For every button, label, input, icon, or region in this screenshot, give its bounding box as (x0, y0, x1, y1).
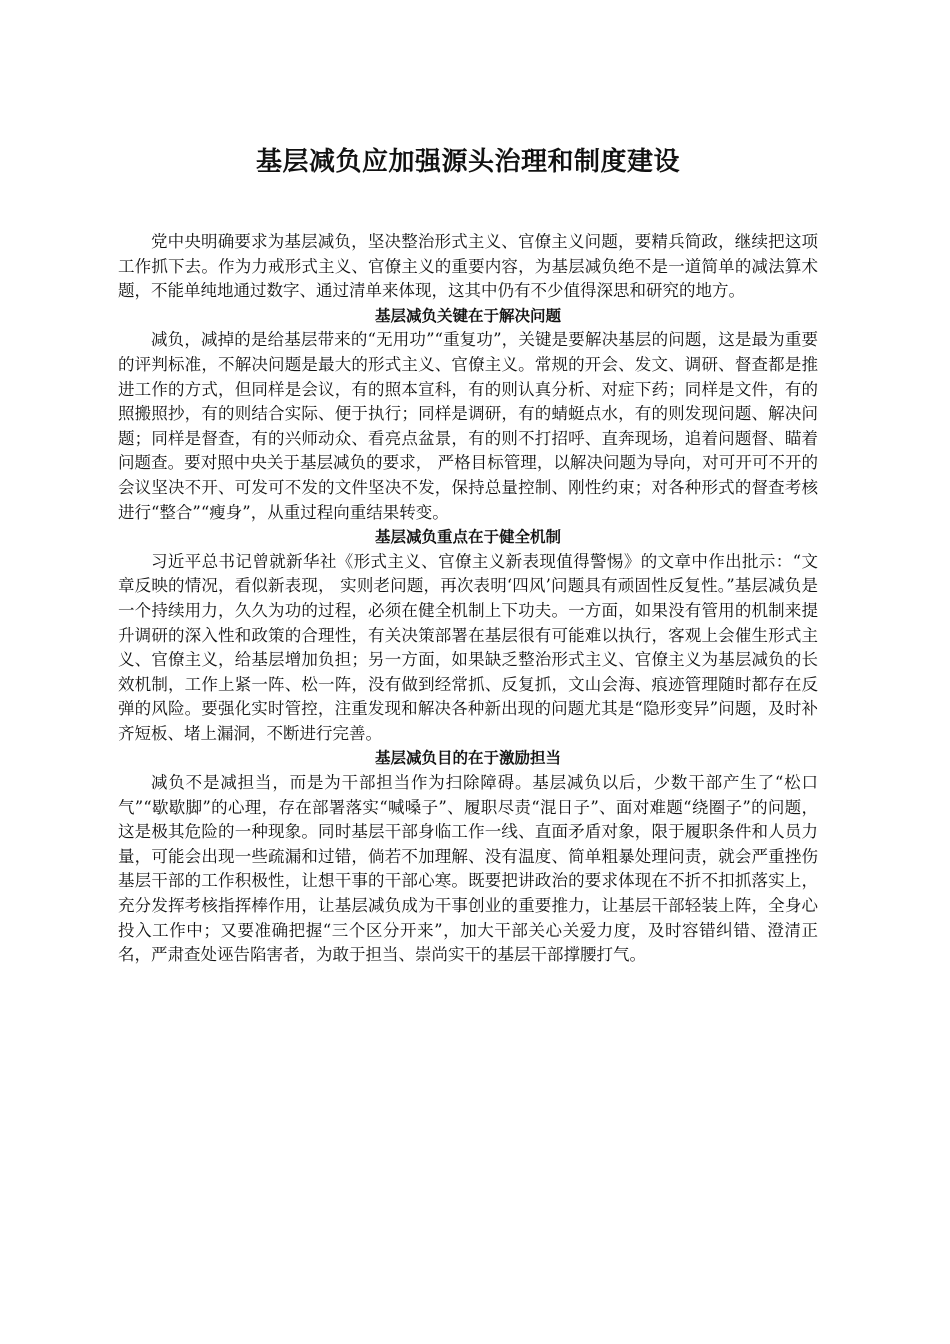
section-heading-problem-solving: 基层减负关键在于解决问题 (374, 306, 561, 325)
document-title: 基层减负应加强源头治理和制度建设 (255, 147, 680, 177)
section-body-responsibility: 减负不是减担当，而是为干部担当作为扫除障碍。基层减负以后，少数干部产生了“松口气”“歇歇脚”的心理，存在部署落实“喊嗓子”、履职尽责“混日子”、面对难题“绕圈子”的问题，这是极其危险的一种现象。同时基层干部身临工作一线、直面矛盾对象，限于履职条件和人员力量，可能会出现一些疏漏和过错，倘若不加理解、没有温度、简单粗暴处理问责，就会严重挫伤基层干部的工作积极性，让想干事的干部心寒。既要把讲政治的要求体现在不折不扣抓落实上，充分发挥考核指挥棒作用，让基层减负成为干事创业的重要推力，让基层干部轻装上阵，全身心投入工作中；又要准确把握“三个区分开来”，加大干部关心关爱力度，及时容错纠错、澄清正名，严肃查处诬告陷害者，为敢于担当、崇尚实干的基层干部撑腰打气。 (118, 773, 818, 965)
document-page (118, 140, 818, 968)
section-heading-mechanism: 基层减负重点在于健全机制 (374, 528, 561, 547)
intro-paragraph: 党中央明确要求为基层减负，坚决整治形式主义、官僚主义问题，要精兵简政，继续把这项工作抓下去。作为力戒形式主义、官僚主义的重要内容，为基层减负绝不是一道简单的减法算术题，不能单纯地通过数字、通过清单来体现，这其中仍有不少值得深思和研究的地方。 (118, 232, 818, 301)
section-heading-responsibility: 基层减负目的在于激励担当 (374, 749, 561, 768)
section-body-mechanism: 习近平总书记曾就新华社《形式主义、官僚主义新表现值得警惕》的文章中作出批示：“文章反映的情况，看似新表现， 实则老问题，再次表明‘四风’问题具有顽固性反复性。”基层减负是一个持续用力，久久为功的过程，必须在健全机制上下功夫。一方面，如果没有管用的机制来提升调研的深入性和政策的合理性，有关决策部署在基层很有可能难以执行，客观上会催生形式主义、官僚主义，给基层增加负担；另一方面，如果缺乏整治形式主义、官僚主义为基层减负的长效机制，工作上紧一阵、松一阵，没有做到经常抓、反复抓，文山会海、痕迹管理随时都存在反弹的风险。要强化实时管控，注重发现和解决各种新出现的问题尤其是“隐形变异”问题，及时补齐短板、堵上漏洞，不断进行完善。 (118, 551, 818, 743)
section-body-problem-solving: 减负，减掉的是给基层带来的“无用功”“重复功”，关键是要解决基层的问题，这是最为重要的评判标准，不解决问题是最大的形式主义、官僚主义。常规的开会、发文、调研、督查都是推进工作的方式，但同样是会议，有的照本宣科，有的则认真分析、对症下药；同样是文件，有的照搬照抄，有的则结合实际、便于执行；同样是调研，有的蜻蜓点水，有的则发现问题、解决问题；同样是督查，有的兴师动众、看亮点盆景，有的则不打招呼、直奔现场，追着问题督、瞄着问题查。要对照中央关于基层减负的要求， 严格目标管理，以解决问题为导向，对可开可不开的会议坚决不开、可发可不发的文件坚决不发，保持总量控制、刚性约束；对各种形式的督查考核进行“整合”“瘦身”，从重过程向重结果转变。 (118, 330, 818, 522)
